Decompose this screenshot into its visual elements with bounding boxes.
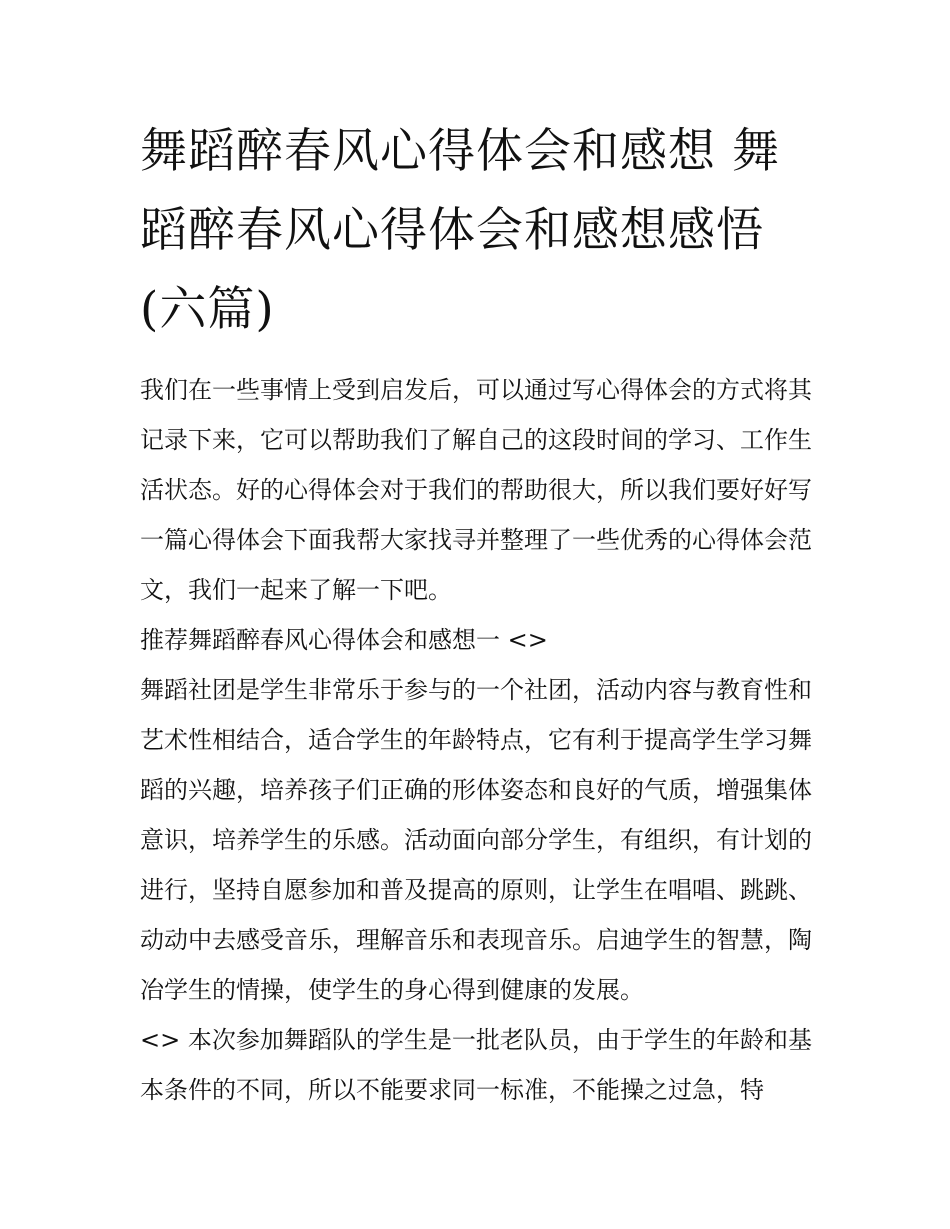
document-body	[140, 365, 812, 1115]
intro-paragraph: 我们在一些事情上受到启发后，可以通过写心得体会的方式将其记录下来，它可以帮助我们了解自己的这段时间的学习、工作生活状态。好的心得体会对于我们的帮助很大，所以我们要好好写一篇心得体会下面我帮大家找寻并整理了一些优秀的心得体会范文，我们一起来了解一下吧。	[140, 376, 812, 604]
body-paragraph: <> 本次参加舞蹈队的学生是一批老队员，由于学生的年龄和基本条件的不同，所以不能要求同一标准，不能操之过急，特	[140, 1026, 812, 1104]
body-paragraph: 舞蹈社团是学生非常乐于参与的一个社团，活动内容与教育性和艺术性相结合，适合学生的年龄特点，它有利于提高学生学习舞蹈的兴趣，培养孩子们正确的形体姿态和良好的气质，增强集体意识，培养学生的乐感。活动面向部分学生，有组织，有计划的进行，坚持自愿参加和普及提高的原则，让学生在唱唱、跳跳、动动中去感受音乐，理解音乐和表现音乐。启迪学生的智慧，陶冶学生的情操，使学生的身心得到健康的发展。	[140, 676, 812, 1004]
section-heading: 推荐舞蹈醉春风心得体会和感想一 <>	[140, 626, 548, 654]
document-title: 舞蹈醉春风心得体会和感想 舞蹈醉春风心得体会和感想感悟(六篇)	[140, 124, 780, 337]
